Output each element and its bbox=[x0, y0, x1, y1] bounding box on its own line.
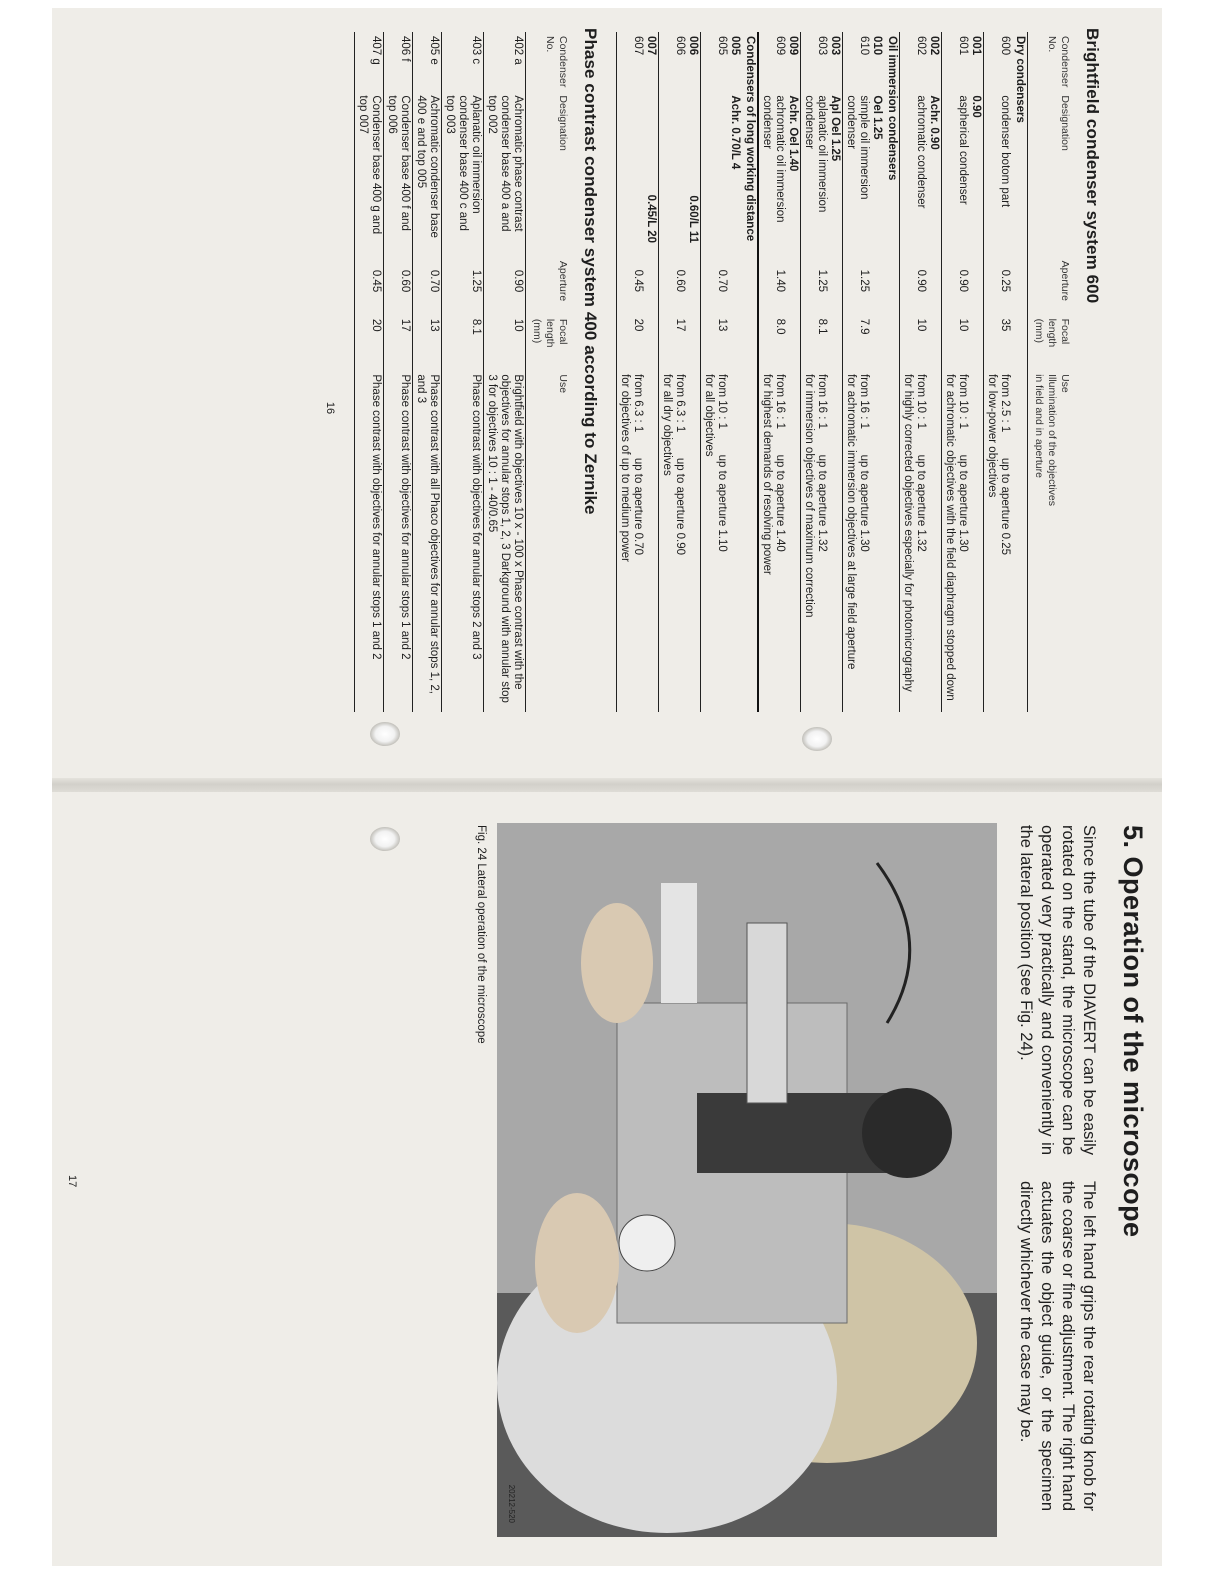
page-17 bbox=[48, 815, 1148, 1555]
table-row: 003 603 Apl Oel 1.25 aplanatic oil immersion condenser 1.25 8.1 from 16 : 1 up to aperture 1.32 for immersion objectives of maximum correction bbox=[801, 32, 843, 712]
header-use: Use Illumination of the objectives in field and in aperture bbox=[1028, 370, 1073, 712]
header-focal: Focal length (mm) bbox=[1028, 315, 1073, 371]
chapter-heading: 5. Operation of the microscope bbox=[1118, 825, 1148, 1238]
header-designation: Designation bbox=[526, 91, 571, 247]
table-row: 005 605 Achr. 0.70/L 4 0.70 13 from 10 : 1 up to aperture 1.10 for all objectives bbox=[703, 36, 741, 552]
header-focal: Focal length (mm) bbox=[526, 315, 571, 371]
section-title-brightfield: Brightfield condenser system 600 bbox=[1083, 28, 1102, 304]
header-designation: Designation bbox=[1028, 91, 1073, 247]
figure-caption: Fig. 24 Lateral operation of the microscope bbox=[475, 825, 487, 1044]
paragraph-left: Since the tube of the DIAVERT can be easily rotated on the stand, the microscope can be operated very practically and conveniently in the lateral position (see Fig. 24). bbox=[1017, 825, 1098, 1155]
table-row: 002 602 Achr. 0.90 achromatic condenser 0.90 10 from 10 : 1 up to aperture 1.32 for highly corrected objectives especially for photomicrography bbox=[900, 32, 942, 712]
microscope-operation-photo bbox=[497, 823, 997, 1537]
figure-code: 20212-520 bbox=[507, 1484, 516, 1523]
table-row: 406 f Condenser base 400 f and top 006 0.60 17 Phase contrast with objectives for annular stops 1 and 2 bbox=[384, 32, 413, 712]
group-row: Oil immersion condensers bbox=[884, 32, 900, 712]
table-row: 006 606 0.60/L 11 0.60 17 from 6.3 : 1 up to aperture 0.90 for all dry objectives bbox=[659, 32, 701, 712]
page-number: 16 bbox=[324, 401, 336, 415]
body-text bbox=[1015, 825, 1099, 1555]
photo-illustration bbox=[497, 823, 997, 1537]
table-row: 403 c Aplanatic oil immersion condenser base 400 c and top 003 1.25 8.1 Phase contrast with objectives for annular stops 2 and 3 bbox=[442, 32, 484, 712]
phase-contrast-condenser-table bbox=[354, 32, 570, 712]
paragraph-right: The left hand grips the rear rotating knob for the coarse or fine adjustment. The right hand actuates the object guide, or the specimen directly whichever the case may be. bbox=[1017, 1181, 1098, 1511]
table-row: 402 a Achromatic phase contrast condenser base 400 a and top 002 0.90 10 Brightfield with objectives 10 x - 100 x Phase contrast with the objectives for annular stops 1, 2, 3 Darkground with annular stop 3 for objectives 10 : 1 - 40/0.65 bbox=[486, 36, 524, 703]
table-row: 010 610 Oel 1.25 simple oil immersion condenser 1.25 7.9 from 16 : 1 up to aperture 1.30 for achromatic immersion objectives at large field aperture bbox=[845, 36, 883, 670]
header-aperture: Aperture bbox=[526, 247, 571, 315]
table-row: 009 609 Achr. Oel 1.40 achromatic oil immersion condenser 1.40 8.0 from 16 : 1 up to aperture 1.40 for highest demands of resolving power bbox=[758, 32, 801, 712]
table-row: 405 e Achromatic condenser base 400 e and top 005 0.70 13 Phase contrast with all Phaco objectives for annular stops 1, 2, and 3 bbox=[413, 32, 442, 712]
page-number: 17 bbox=[66, 1175, 78, 1188]
table-row: 007 607 0.45/L 20 0.45 20 from 6.3 : 1 up to aperture 0.70 for objectives of up to medium power bbox=[617, 32, 659, 712]
group-row: Dry condensers bbox=[1014, 36, 1026, 123]
table-row: 600 condenser botom part 0.25 35 from 2.5 : 1 up to aperture 0.25 for low-power objectives bbox=[986, 36, 1011, 555]
table-row: 407 g Condenser base 400 g and top 007 0.45 20 Phase contrast with objectives for annular stops 1 and 2 bbox=[355, 32, 384, 712]
header-no: Condenser No. bbox=[526, 32, 571, 91]
page-16 bbox=[22, 28, 1102, 788]
group-row: Condensers of long working distance bbox=[742, 32, 758, 712]
header-no: Condenser No. bbox=[1028, 32, 1073, 91]
brightfield-condenser-table bbox=[616, 32, 1072, 712]
section-title-phase-contrast: Phase contrast condenser system 400 according to Zernike bbox=[581, 28, 600, 515]
header-aperture: Aperture bbox=[1028, 247, 1073, 315]
header-use: Use bbox=[526, 370, 571, 712]
table-row: 001 601 0.90 aspherical condenser 0.90 10 from 10 : 1 up to aperture 1.30 for achromatic objectives with the field diaphragm stopped down bbox=[942, 32, 984, 712]
